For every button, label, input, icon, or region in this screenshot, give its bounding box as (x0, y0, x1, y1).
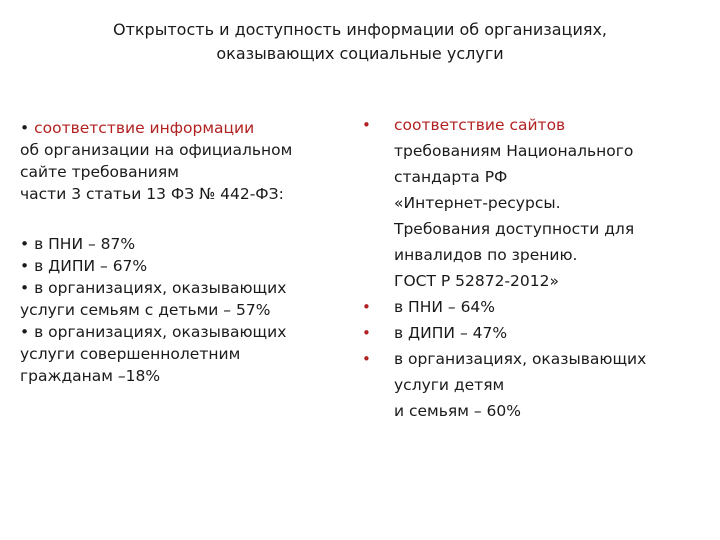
title-line-2: оказывающих социальные услуги (216, 44, 504, 63)
right-item-line: и семьям – 60% (394, 402, 521, 420)
bullet-icon: • (362, 298, 371, 316)
left-intro-line: сайте требованиям (20, 163, 179, 181)
bullet-icon: • (20, 119, 30, 137)
right-list-item (362, 320, 712, 346)
right-item-line: в ПНИ – 64% (394, 298, 496, 316)
left-intro-line: об организации на официальном (20, 141, 293, 159)
bullet-icon: • (362, 116, 371, 134)
right-column (362, 112, 712, 424)
right-item-line: услуги детям (394, 376, 505, 394)
left-stat-line: • в ПНИ – 87% (20, 235, 136, 253)
left-intro-highlight: соответствие информации (34, 119, 255, 137)
right-item-line: в ДИПИ – 47% (394, 324, 508, 342)
right-list-item (362, 112, 712, 294)
left-stat-line: услуги семьям с детьми – 57% (20, 301, 271, 319)
right-item-text (394, 320, 712, 346)
title-line-1: Открытость и доступность информации об организациях, (112, 20, 608, 39)
right-item-text (394, 112, 712, 294)
right-intro-highlight: соответствие сайтов (394, 116, 566, 134)
left-intro (20, 117, 350, 205)
left-stat-line: • в организациях, оказывающих (20, 279, 287, 297)
right-item-text (394, 294, 712, 320)
right-item-line: в организациях, оказывающих (394, 350, 647, 368)
right-intro-line: ГОСТ Р 52872-2012» (394, 272, 559, 290)
right-intro-line: стандарта РФ (394, 168, 508, 186)
left-column (20, 117, 350, 387)
left-intro-line-1 (20, 117, 350, 139)
left-stat-line: гражданам –18% (20, 367, 161, 385)
left-stat-line: услуги совершеннолетним (20, 345, 241, 363)
left-stats-list (20, 233, 350, 387)
right-list-item (362, 294, 712, 320)
left-stat-line: • в ДИПИ – 67% (20, 257, 148, 275)
bullet-icon: • (362, 350, 371, 368)
right-intro-line: инвалидов по зрению. (394, 246, 578, 264)
right-item-text (394, 346, 712, 424)
left-stat-line: • в организациях, оказывающих (20, 323, 287, 341)
bullet-icon: • (362, 324, 371, 342)
slide-title (0, 18, 720, 66)
right-intro-line: Требования доступности для (394, 220, 635, 238)
right-intro-line: требованиям Национального (394, 142, 634, 160)
left-intro-line: части 3 статьи 13 ФЗ № 442-ФЗ: (20, 185, 284, 203)
right-list-item (362, 346, 712, 424)
right-intro-line: «Интернет-ресурсы. (394, 194, 561, 212)
